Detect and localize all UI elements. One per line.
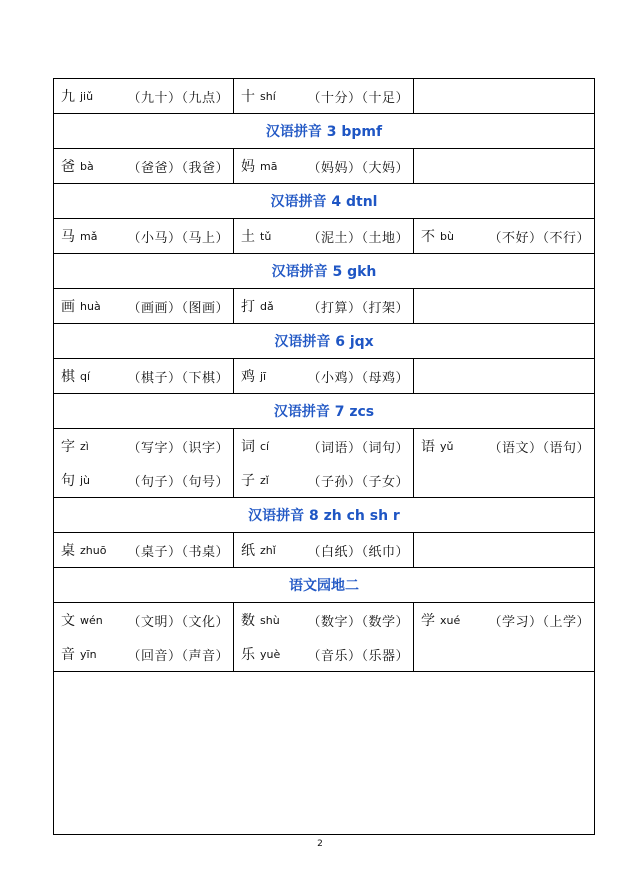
character: 数 [241, 613, 255, 629]
example-words: （回音）（声音） [127, 648, 229, 664]
character: 学 [421, 613, 435, 629]
character-entry [54, 219, 233, 253]
character: 不 [421, 229, 435, 245]
word-row [54, 79, 594, 114]
section-title: 汉语拼音 3 bpmf [265, 124, 383, 140]
character: 鸡 [241, 369, 255, 385]
word-cell [414, 603, 594, 671]
pinyin: zì [80, 439, 89, 453]
example-words: （妈妈）（大妈） [307, 160, 409, 176]
character: 文 [61, 613, 75, 629]
pinyin: jiǔ [80, 89, 94, 103]
word-cell [54, 219, 234, 253]
character-entry [234, 533, 413, 567]
character: 乐 [241, 647, 255, 663]
pinyin: wén [80, 613, 103, 627]
example-words: （十分）（十足） [307, 90, 409, 106]
section-header [54, 498, 594, 533]
character-entry [234, 289, 413, 323]
character-entry [234, 429, 413, 463]
word-row [54, 289, 594, 324]
pinyin: bà [80, 159, 94, 173]
word-cell [234, 429, 414, 497]
pinyin: mā [260, 159, 278, 173]
character: 音 [61, 647, 75, 663]
word-cell [234, 533, 414, 567]
pinyin: bù [440, 229, 454, 243]
word-cell [414, 219, 594, 253]
pinyin: shí [260, 89, 276, 103]
page-number: 2 [317, 839, 323, 849]
example-words: （泥土）（土地） [307, 230, 409, 246]
word-cell [54, 79, 234, 113]
character-entry [54, 463, 233, 497]
pinyin: shù [260, 613, 280, 627]
word-cell [54, 429, 234, 497]
pinyin: yǔ [440, 439, 454, 453]
character-entry [54, 79, 233, 113]
word-cell [54, 533, 234, 567]
word-row [54, 359, 594, 394]
example-words: （小马）（马上） [127, 230, 229, 246]
character-entry [234, 219, 413, 253]
vocabulary-table [53, 78, 595, 835]
pinyin: yīn [80, 647, 97, 661]
character: 句 [61, 473, 75, 489]
section-header [54, 324, 594, 359]
character-entry [54, 289, 233, 323]
character: 纸 [241, 543, 255, 559]
word-cell [234, 359, 414, 393]
character-entry [234, 149, 413, 183]
section-title: 语文园地二 [289, 578, 359, 594]
pinyin: jī [260, 369, 267, 383]
character: 画 [61, 299, 75, 315]
pinyin: dǎ [260, 299, 274, 313]
word-cell [414, 429, 594, 497]
example-words: （音乐）（乐器） [307, 648, 409, 664]
pinyin: zhuō [80, 543, 107, 557]
example-words: （画画）（图画） [127, 300, 229, 316]
example-words: （文明）（文化） [127, 614, 229, 630]
character: 妈 [241, 159, 255, 175]
word-row [54, 603, 594, 672]
character: 子 [241, 473, 255, 489]
word-cell [234, 603, 414, 671]
word-cell [54, 359, 234, 393]
section-header [54, 114, 594, 149]
character-entry [234, 603, 413, 637]
character-entry [414, 219, 594, 253]
pinyin: jù [80, 473, 91, 487]
example-words: （词语）（词句） [307, 440, 409, 456]
character: 马 [61, 229, 75, 245]
section-title: 汉语拼音 6 jqx [274, 334, 374, 350]
example-words: （打算）（打架） [307, 300, 409, 316]
section-header [54, 394, 594, 429]
character: 十 [241, 89, 255, 105]
character-entry [234, 79, 413, 113]
pinyin: qí [80, 369, 91, 383]
character-entry [234, 463, 413, 497]
example-words: （不好）（不行） [488, 230, 590, 246]
character-entry [414, 603, 594, 637]
word-cell [234, 149, 414, 183]
word-cell [54, 149, 234, 183]
character: 爸 [61, 159, 75, 175]
pinyin: zhǐ [260, 543, 276, 557]
character: 语 [421, 439, 435, 455]
character: 词 [241, 439, 255, 455]
example-words: （棋子）（下棋） [127, 370, 229, 386]
character-entry [54, 533, 233, 567]
section-title: 汉语拼音 8 zh ch sh r [248, 508, 400, 524]
character-entry [414, 429, 594, 463]
example-words: （写字）（识字） [127, 440, 229, 456]
character: 土 [241, 229, 255, 245]
word-cell [54, 289, 234, 323]
example-words: （学习）（上学） [488, 614, 590, 630]
example-words: （句子）（句号） [127, 474, 229, 490]
example-words: （语文）（语句） [488, 440, 590, 456]
character-entry [54, 359, 233, 393]
pinyin: xué [440, 613, 461, 627]
character: 字 [61, 439, 75, 455]
example-words: （爸爸）（我爸） [127, 160, 229, 176]
character: 棋 [61, 369, 75, 385]
section-title: 汉语拼音 5 gkh [271, 264, 377, 280]
character-entry [54, 429, 233, 463]
word-row [54, 429, 594, 498]
word-row [54, 219, 594, 254]
word-cell [414, 533, 594, 567]
word-row [54, 149, 594, 184]
pinyin: mǎ [80, 229, 98, 243]
example-words: （九十）（九点） [127, 90, 229, 106]
character-entry [234, 359, 413, 393]
word-cell [234, 289, 414, 323]
example-words: （小鸡）（母鸡） [307, 370, 409, 386]
character: 打 [241, 299, 255, 315]
character-entry [54, 149, 233, 183]
example-words: （子孙）（子女） [307, 474, 409, 490]
word-row [54, 533, 594, 568]
word-cell [414, 289, 594, 323]
character: 九 [61, 89, 75, 105]
example-words: （数字）（数学） [307, 614, 409, 630]
word-cell [234, 79, 414, 113]
section-header [54, 568, 594, 603]
section-title: 汉语拼音 7 zcs [273, 404, 375, 420]
pinyin: tǔ [260, 229, 272, 243]
character: 桌 [61, 543, 75, 559]
pinyin: huà [80, 299, 101, 313]
example-words: （桌子）（书桌） [127, 544, 229, 560]
section-header [54, 184, 594, 219]
character-entry [234, 637, 413, 671]
word-cell [414, 149, 594, 183]
pinyin: yuè [260, 647, 281, 661]
section-title: 汉语拼音 4 dtnl [270, 194, 378, 210]
character-entry [54, 637, 233, 671]
section-header [54, 254, 594, 289]
word-cell [414, 79, 594, 113]
character-entry [54, 603, 233, 637]
example-words: （白纸）（纸巾） [307, 544, 409, 560]
pinyin: cí [260, 439, 270, 453]
word-cell [414, 359, 594, 393]
word-cell [234, 219, 414, 253]
word-cell [54, 603, 234, 671]
pinyin: zǐ [260, 473, 269, 487]
